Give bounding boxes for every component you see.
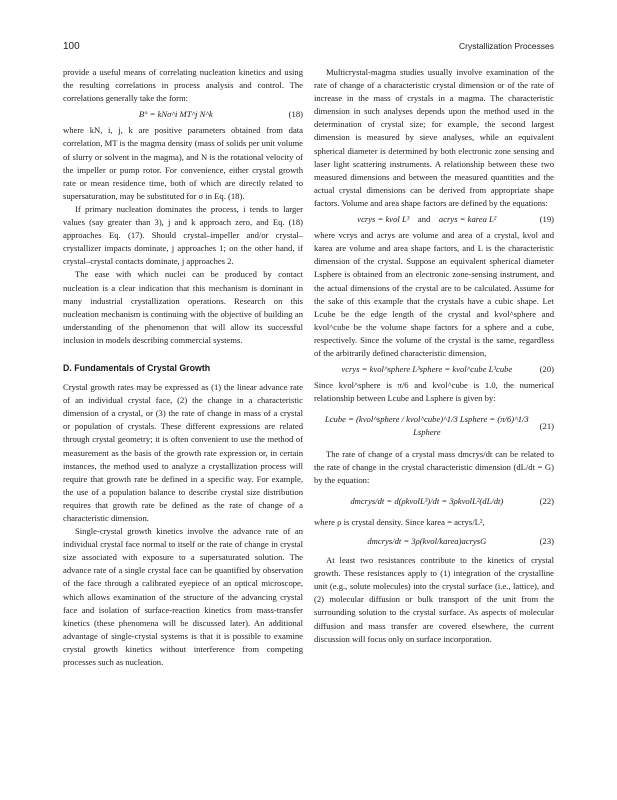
paragraph: Crystal growth rates may be expressed as (1) the linear advance rate of an individual crystal face, (2) the change in a characteristic dimension of a crystal, or (3) the rate of change in mass of a crystal or population of crystals. These different expressions are related through crystal geometry; it is often convenient to use the method of measurement as the basis of the growth rate expression or, in certain instances, the method used to analyze a crystallization process will require that growth rate be defined in a specific way. For example, the use of a population balance to describe crystal size distribution requires that growth rate be defined as the rate of change of a characteristic dimension. (63, 382, 303, 523)
section-heading: D. Fundamentals of Crystal Growth (63, 362, 211, 373)
paragraph: The ease with which nuclei can be produced by contact nucleation is a clear indication that this mechanism is dominant in many industrial crystallization operations. Research on this nucleation mechanism is continuing with the objective of building an understanding of the phenomenon that will allow its successful inclusion in models describing commercial systems. (63, 269, 303, 345)
paragraph: where vcrys and acrys are volume and area of a crystal, kvol and karea are volume and area shape factors, and L is the characteristic dimension of the crystal. Suppose an equivalent spherical diameter Lsphere is obtained from an electronic zone-sensing instrument, and the actual dimensions of the crystal are to be calculated. Assume for the sake of this example that the crystals have a cubic shape. Let Lcube be the edge length of the crystal and kvol^sphere and kvol^cube be the volume shape factors for a sphere and a cube, respectively. Since the volume of the crystal is the same, regardless of the arbitrarily defined characteristic dimension, (314, 230, 554, 358)
equation-number: (23) (539, 536, 554, 546)
running-title: Crystallization Processes (459, 41, 554, 51)
equation-number: (20) (539, 364, 554, 375)
equation-number: (22) (539, 495, 554, 506)
right-column (314, 66, 554, 646)
paragraph: The rate of change of a crystal mass dmcrys/dt can be related to the rate of change in the crystal characteristic dimension (dL/dt = G) by the equation: (314, 448, 554, 485)
equation-number: (19) (539, 214, 554, 225)
paragraph: Single-crystal growth kinetics involve the advance rate of an individual crystal face normal to itself or the rate of change in crystal size associated with exposure to a supersaturated solution. The advance rate of a single crystal face can be quantified by observation of the face through a calibrated eyepiece of an optical microscope, which allows examination of the structure of the advancing crystal face and isolation of surface-reaction kinetics from mass-transfer kinetics (these phenomena will be discussed later). An additional advantage of single-crystal systems is that it is possible to examine crystal growth kinetics without interference from competing processes such as nucleation. (63, 526, 303, 668)
equation-expression: vcrys = kvol^sphere L³sphere = kvol^cube L³cube (341, 364, 513, 375)
paragraph: where kN, i, j, k are positive parameters obtained from data correlation, MT is the magma density (mass of solids per unit volume of slurry or solvent in the magma), and N is the rotational velocity of the impeller or pump rotor. For convenience, either crystal growth rate or mean residence time, both of which are directly related to supersaturation, may be substituted for σ in Eq. (18). (63, 125, 303, 201)
equation-expression: Lcube = (kvol^sphere / kvol^cube)^1/3 Lsphere = (π/6)^1/3 Lsphere (324, 414, 529, 438)
equation-21 (314, 413, 554, 439)
left-column (63, 66, 303, 669)
equation-expression: dmcrys/dt = d(ρkvolL³)/dt = 3ρkvolL²(dL/dt) (350, 495, 504, 506)
equation-number: (21) (539, 420, 554, 431)
equation-expression: dmcrys/dt = 3ρ(kvol/karea)acrysG (367, 536, 487, 546)
equation-number: (18) (288, 109, 303, 120)
page-number: 100 (63, 41, 80, 52)
equation-expression: acrys = karea L² (438, 214, 497, 225)
equation-18 (63, 108, 303, 121)
equation-20 (314, 363, 554, 376)
paragraph: If primary nucleation dominates the process, i tends to larger values (say greater than 3), j and k approach zero, and Eq. (18) approaches Eq. (17). Should crystal–impeller and/or crystal–crystallizer impacts dominate, j approaches 1; on the other hand, if crystal–crystal contacts dominate, j approaches 2. (63, 203, 303, 267)
equation-expression: B° = kNσ^i MT^j N^k (138, 109, 213, 120)
equation-19 (314, 213, 554, 226)
equation-expression: vcrys = kvol L³ (357, 214, 410, 225)
paragraph: Since kvol^sphere is π/6 and kvol^cube is 1.0, the numerical relationship between Lcube and Lsphere is given by: (314, 380, 554, 404)
paragraph: Multicrystal-magma studies usually involve examination of the rate of change of a characteristic crystal dimension or of the rate of increase in the mass of crystals in a magma. The characteristic dimension in such analyses depends upon the method used in the determination of crystal size; for example, the second largest dimension is measured by sieve analyses, while an equivalent spherical diameter is determined by both electronic zone sensing and laser light scattering instruments. A relationship between these two measured dimensions and between the measured quantities and the actual crystal dimensions can be derived from appropriate shape factors. Volume and area shape factors are defined by the equations: (314, 67, 554, 208)
paragraph: provide a useful means of correlating nucleation kinetics and using the resulting correlations in process analysis and control. The correlations generally take the form: (63, 67, 303, 104)
equation-23 (314, 535, 554, 548)
equation-22 (314, 495, 554, 508)
paragraph: At least two resistances contribute to the kinetics of crystal growth. These resistances apply to (1) integration of the crystalline unit (e.g., solute molecules) into the crystal surface (i.e., lattice), and (2) molecular diffusion or bulk transport of the unit from the surrounding solution to the crystal surface. As aspects of molecular diffusion and mass transfer are covered elsewhere, the current discussion will focus only on surface incorporation. (314, 555, 554, 644)
equation-conjunction: and (417, 214, 431, 225)
paragraph: where ρ is crystal density. Since karea = acrys/L², (314, 516, 485, 527)
